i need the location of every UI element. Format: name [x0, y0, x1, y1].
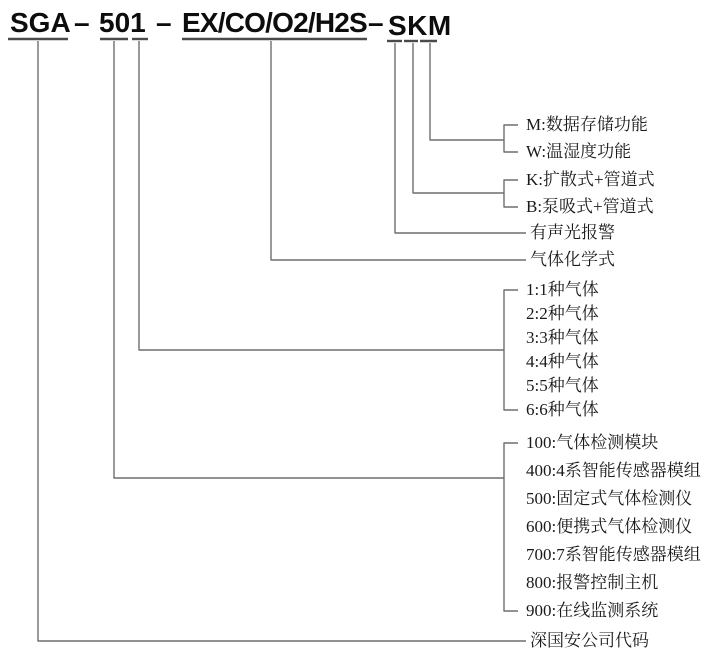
label-alarm: 有声光报警 [530, 223, 615, 242]
bracket-gas-count [504, 290, 518, 410]
connector-company-code [38, 41, 526, 641]
bracket-storage [504, 125, 518, 152]
label-gas-count-4: 4:4种气体 [526, 352, 599, 371]
model-prefix: SGA [10, 7, 71, 38]
label-series-100: 100:气体检测模块 [526, 433, 659, 452]
model-series: 501 [99, 7, 146, 38]
separator-dash-2: – [156, 7, 172, 38]
bracket-product-series [504, 443, 518, 611]
label-sampling-b: B:泵吸式+管道式 [526, 197, 654, 216]
model-suffix: SKM [388, 10, 452, 41]
label-storage-w: W:温湿度功能 [526, 142, 632, 161]
label-series-700: 700:7系智能传感器模组 [526, 545, 701, 564]
label-gas-count-3: 3:3种气体 [526, 328, 599, 347]
label-gas-count-1: 1:1种气体 [526, 280, 599, 299]
connector-gas-count [139, 41, 504, 350]
label-gas-count-6: 6:6种气体 [526, 400, 599, 419]
separator-dash-3: – [368, 7, 384, 38]
connector-gas-formula [271, 41, 526, 260]
separator-dash-1: – [74, 7, 90, 38]
connector-storage [430, 43, 504, 140]
label-storage-m: M:数据存储功能 [526, 115, 648, 134]
connector-alarm [395, 43, 526, 233]
label-sampling-k: K:扩散式+管道式 [526, 170, 655, 189]
label-chemical-formula: 气体化学式 [530, 250, 615, 269]
connector-sampling [413, 43, 504, 193]
model-gas-formula: EX/CO/O2/H2S [182, 7, 367, 38]
bracket-sampling [504, 180, 518, 207]
label-gas-count-5: 5:5种气体 [526, 376, 599, 395]
label-company-code: 深国安公司代码 [530, 631, 649, 650]
label-series-500: 500:固定式气体检测仪 [526, 489, 693, 508]
label-series-600: 600:便携式气体检测仪 [526, 517, 693, 536]
label-series-400: 400:4系智能传感器模组 [526, 461, 701, 480]
label-gas-count-2: 2:2种气体 [526, 304, 599, 323]
label-series-800: 800:报警控制主机 [526, 573, 659, 592]
label-series-900: 900:在线监测系统 [526, 601, 659, 620]
